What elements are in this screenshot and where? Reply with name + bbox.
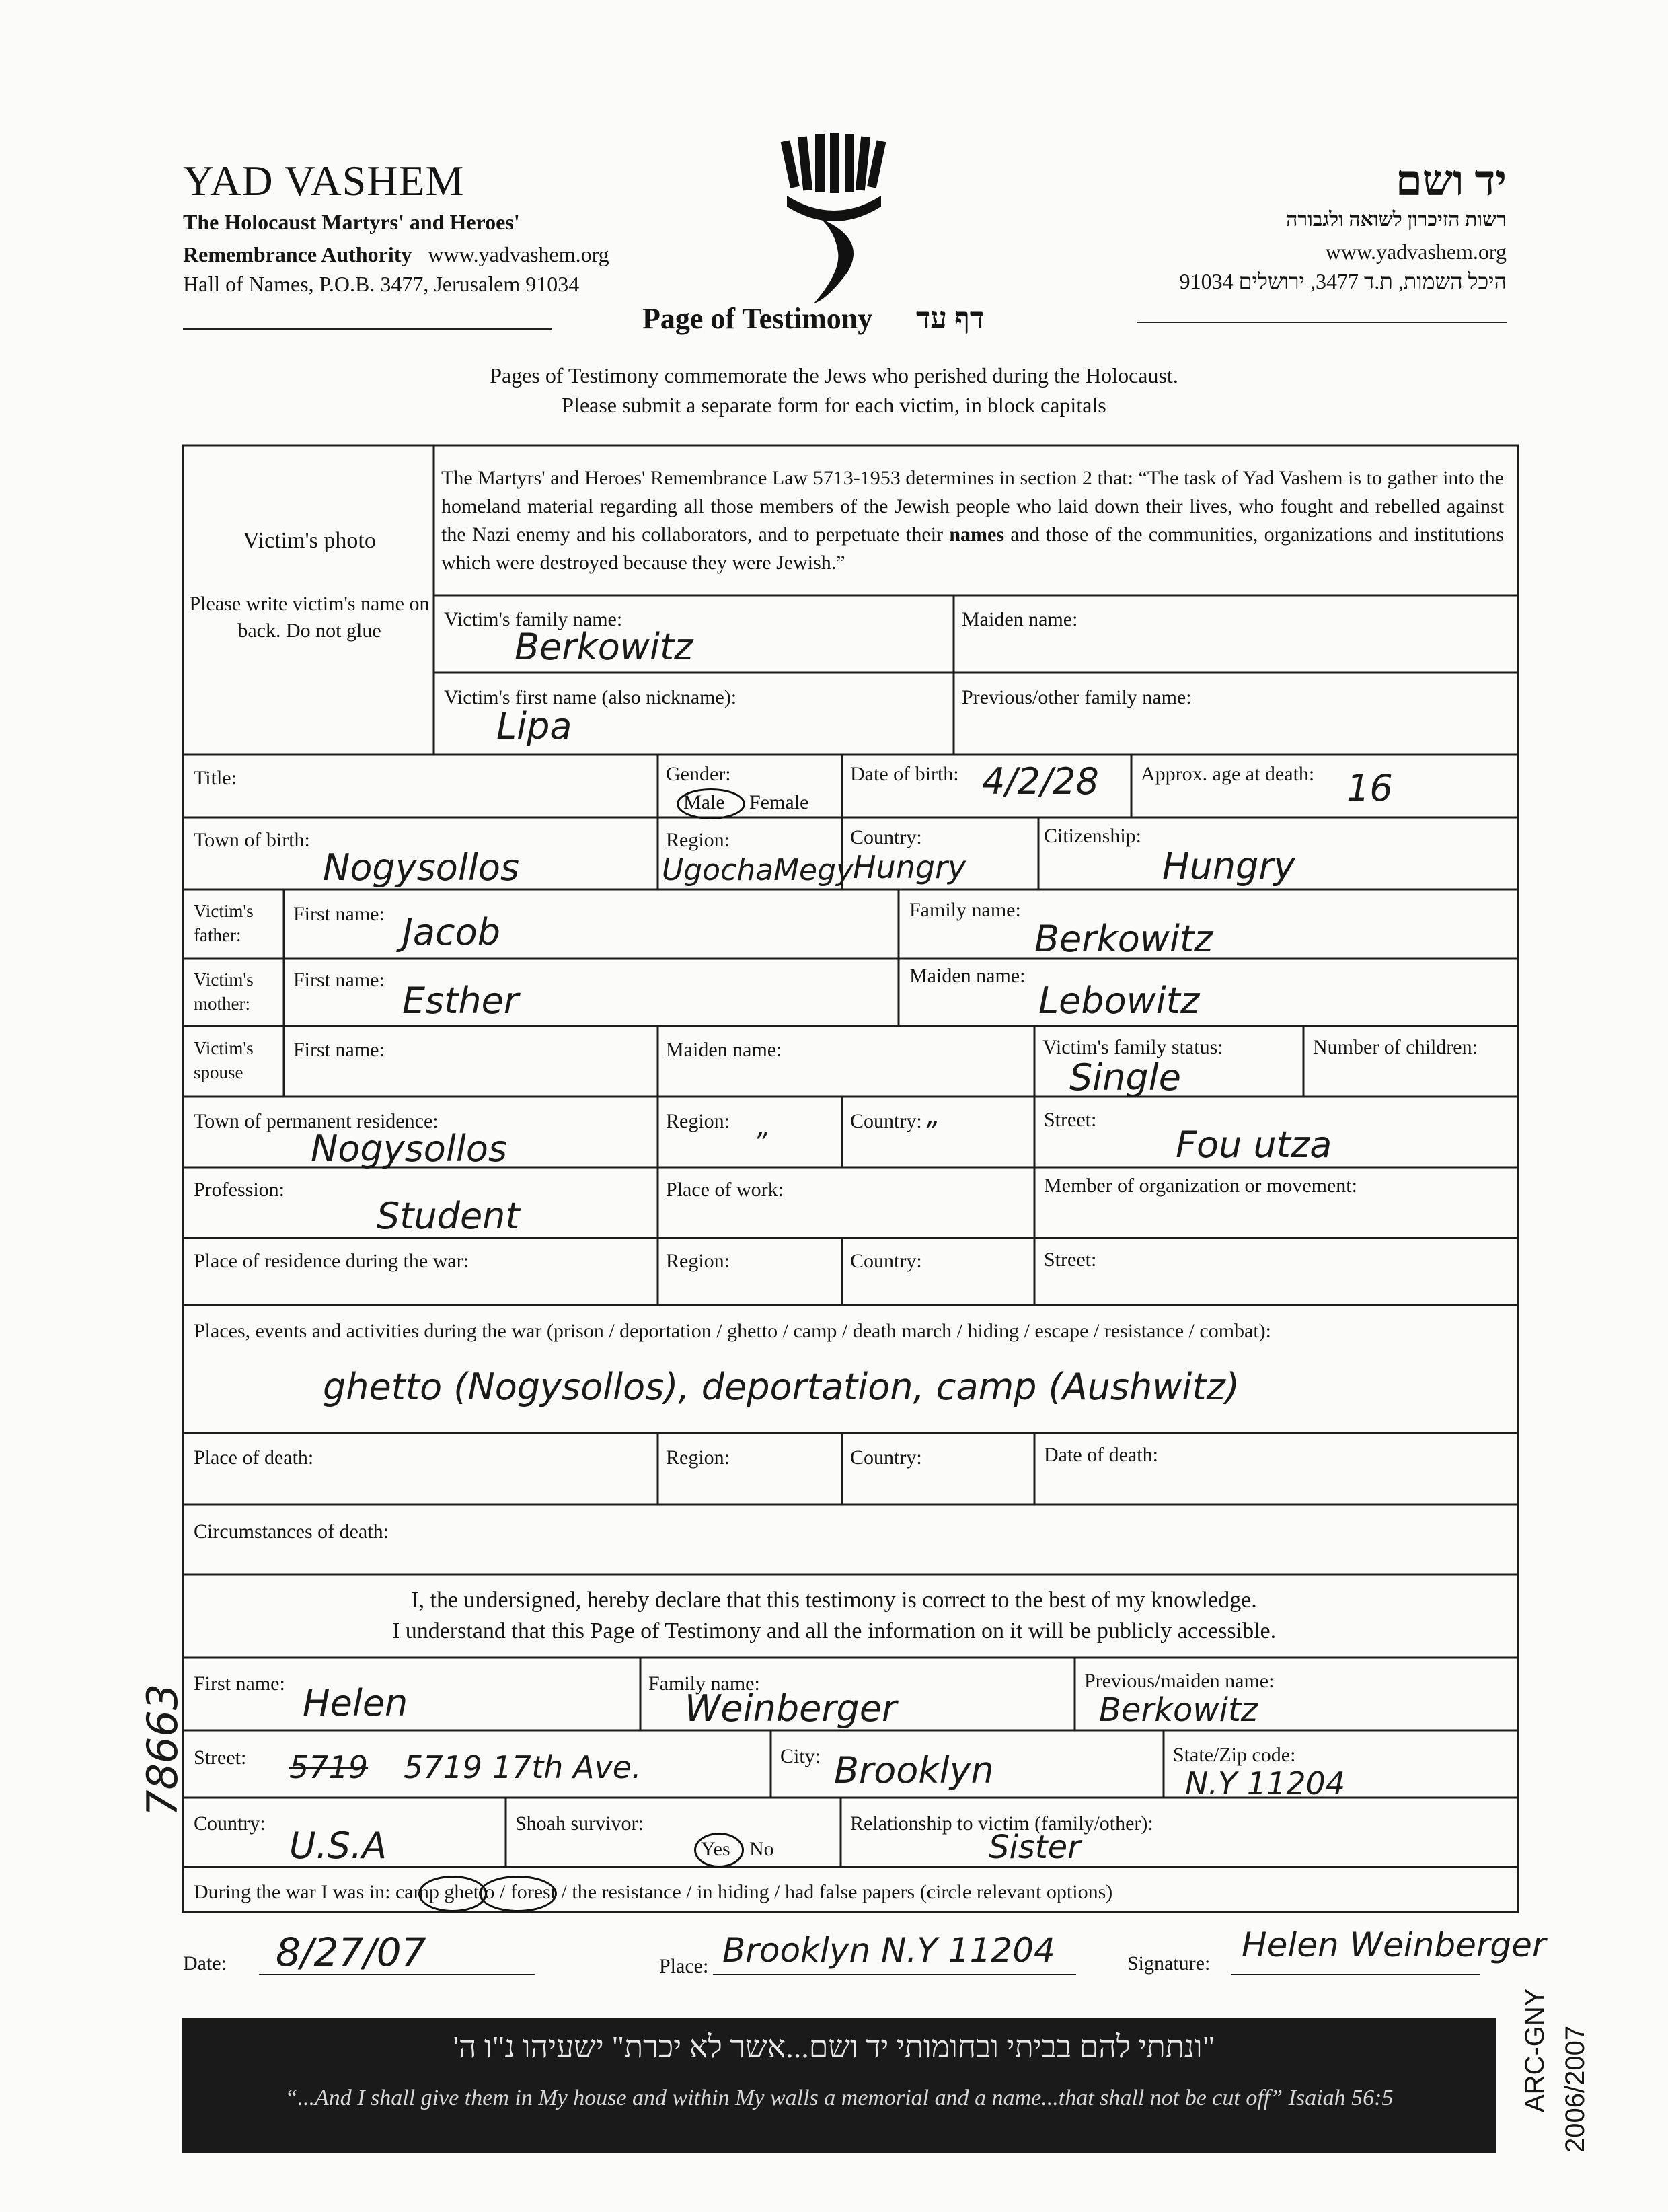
family-status-label: Victim's family status: xyxy=(1042,1036,1223,1058)
residence-region-label: Region: xyxy=(666,1110,730,1132)
website-left: www.yadvashem.org xyxy=(428,242,609,266)
town-of-birth-label: Town of birth: xyxy=(194,829,310,851)
footer-quote-en: “...And I shall give them in My house and within My walls a memorial and a name...that shall not be cut off” Isaiah 56:5 xyxy=(285,2086,1394,2110)
first-name-label: Victim's first name (also nickname): xyxy=(444,686,737,708)
victim-citizenship[interactable]: Hungry xyxy=(1162,845,1295,887)
submitter-street-struck: 5719 xyxy=(289,1749,369,1785)
photo-label: Victim's photo xyxy=(243,528,376,553)
title-label: Title: xyxy=(194,767,237,789)
war-options-rest: / forest / the resistance / in hiding / had false papers (circle relevant options) xyxy=(494,1881,1113,1903)
victim-dob[interactable]: 4/2/28 xyxy=(982,760,1099,803)
org-name-he: יד ושם xyxy=(1395,157,1507,205)
victim-age-at-death[interactable]: 16 xyxy=(1347,767,1393,809)
father-first-name[interactable]: Jacob xyxy=(402,911,501,953)
submitter-country-label: Country: xyxy=(194,1812,266,1835)
victim-residence-town[interactable]: Nogysollos xyxy=(311,1128,508,1170)
victim-birth-country[interactable]: Hungry xyxy=(853,849,966,885)
war-option-ghetto[interactable]: ghetto xyxy=(444,1881,495,1903)
dob-label: Date of birth: xyxy=(850,763,959,785)
victim-first-name[interactable]: Lipa xyxy=(496,705,572,747)
birth-region-label: Region: xyxy=(666,829,730,851)
gender-label: Gender: xyxy=(666,763,731,785)
father-family-name[interactable]: Berkowitz xyxy=(1034,918,1213,960)
archive-number: 78663 xyxy=(138,1683,187,1816)
submitter-state-zip[interactable]: N.Y 11204 xyxy=(1185,1765,1346,1802)
submitter-family-name-label: Family name: xyxy=(648,1672,760,1695)
law-text: The Martyrs' and Heroes' Remembrance Law 5713-1953 determines in section 2 that: “The task of Yad Vashem is to gather into the homeland material regarding all those members of the Jewish people who laid down their lives, who fought and rebelled against the Nazi enemy and his collaborators, and to perpetuate their names and those of the communities, organizations and institutions which were destroyed because they were Jewish.” xyxy=(441,467,1504,574)
submitter-relationship[interactable]: Sister xyxy=(989,1829,1081,1866)
survivor-no-option[interactable]: No xyxy=(749,1838,774,1860)
family-name-label: Victim's family name: xyxy=(444,608,623,630)
victim-birth-region[interactable]: UgochaMegy xyxy=(662,853,854,887)
member-org-label: Member of organization or movement: xyxy=(1044,1175,1357,1197)
address-he: היכל השמות, ת.ד 3477, ירושלים 91034 xyxy=(1179,269,1507,293)
victim-residence-country[interactable]: ” xyxy=(923,1117,937,1148)
ghetto-circle xyxy=(479,1876,557,1912)
male-option[interactable]: Male xyxy=(683,791,725,813)
spouse-maiden-name-label: Maiden name: xyxy=(666,1039,782,1061)
place-label: Place: xyxy=(659,1955,709,1977)
declaration-line-1: I, the undersigned, hereby declare that this testimony is correct to the best of my knowledge. xyxy=(411,1588,1257,1613)
submitter-state-zip-label: State/Zip code: xyxy=(1173,1744,1296,1766)
victim-family-name[interactable]: Berkowitz xyxy=(515,626,693,668)
victim-town-of-birth[interactable]: Nogysollos xyxy=(323,846,520,889)
place-of-death-label: Place of death: xyxy=(194,1446,314,1469)
signature-label: Signature: xyxy=(1127,1952,1211,1975)
camp-circle xyxy=(418,1876,487,1912)
intro-line-1: Pages of Testimony commemorate the Jews who perished during the Holocaust. xyxy=(490,363,1178,388)
photo-note: Please write victim's name on back. Do not glue xyxy=(189,593,430,642)
places-events-label: Places, events and activities during the war (prison / deportation / ghetto / camp / death march / hiding / escape / resistance / combat): xyxy=(194,1320,1272,1342)
victim-residence-street[interactable]: Fou utza xyxy=(1176,1123,1332,1166)
page-title-he: דף עד xyxy=(916,302,985,335)
submitter-country[interactable]: U.S.A xyxy=(289,1824,387,1867)
org-subtitle-he: רשות הזיכרון לשואה ולגבורה xyxy=(1286,209,1507,231)
father-family-name-label: Family name: xyxy=(909,899,1021,921)
date-of-death-label: Date of death: xyxy=(1044,1444,1158,1466)
victim-profession[interactable]: Student xyxy=(377,1195,520,1237)
address-en: Hall of Names, P.O.B. 3477, Jerusalem 91034 xyxy=(183,272,580,296)
permanent-town-label: Town of permanent residence: xyxy=(194,1110,439,1132)
page-title: Page of Testimony xyxy=(642,302,873,335)
submitter-first-name[interactable]: Helen xyxy=(303,1682,408,1724)
spouse-label: Victim's spouse xyxy=(194,1038,254,1082)
intro-line-2: Please submit a separate form for each victim, in block capitals xyxy=(562,393,1106,417)
mother-label: Victim's mother: xyxy=(194,969,254,1014)
survivor-yes-option[interactable]: Yes xyxy=(701,1838,730,1860)
war-location-label: During the war I was in: camp ghetto / forest / the resistance / in hiding / had false papers (circle relevant options) xyxy=(194,1881,1113,1903)
submitter-family-name[interactable]: Weinberger xyxy=(685,1687,897,1730)
war-country-label: Country: xyxy=(850,1250,922,1272)
submitter-first-name-label: First name: xyxy=(194,1672,285,1695)
footer-quote-he: "ונתתי להם בביתי ובחומותי יד ושם...אשר לא יכרת" ישעיהו נ"ו ה' xyxy=(453,2030,1215,2064)
death-country-label: Country: xyxy=(850,1446,922,1469)
archive-year: 2006/2007 xyxy=(1560,2025,1590,2153)
war-region-label: Region: xyxy=(666,1250,730,1272)
submitter-city[interactable]: Brooklyn xyxy=(834,1749,994,1792)
mother-maiden-name[interactable]: Lebowitz xyxy=(1038,980,1200,1022)
declaration-line-2: I understand that this Page of Testimony and all the information on it will be publicly accessible. xyxy=(391,1619,1277,1644)
father-label: Victim's father: xyxy=(194,901,254,945)
spouse-first-name-label: First name: xyxy=(293,1039,385,1061)
birth-country-label: Country: xyxy=(850,826,922,848)
prev-family-name-label: Previous/other family name: xyxy=(962,686,1192,708)
citizenship-label: Citizenship: xyxy=(1044,825,1141,847)
submitter-signature[interactable]: Helen Weinberger xyxy=(1242,1925,1546,1964)
profession-label: Profession: xyxy=(194,1179,285,1201)
residence-country-label: Country: xyxy=(850,1110,922,1132)
death-region-label: Region: xyxy=(666,1446,730,1469)
num-children-label: Number of children: xyxy=(1313,1036,1478,1058)
org-subtitle-en: The Holocaust Martyrs' and Heroes' xyxy=(183,210,520,234)
submitter-city-label: City: xyxy=(780,1745,821,1767)
mother-maiden-name-label: Maiden name: xyxy=(909,965,1026,987)
place-of-work-label: Place of work: xyxy=(666,1179,784,1201)
shoah-survivor-label: Shoah survivor: xyxy=(515,1812,644,1835)
male-circle xyxy=(677,788,745,819)
war-street-label: Street: xyxy=(1044,1249,1097,1271)
mother-first-name-label: First name: xyxy=(293,969,385,991)
victim-family-status[interactable]: Single xyxy=(1069,1056,1182,1099)
submitter-street[interactable]: 5719 17th Ave. xyxy=(404,1749,642,1785)
submitter-prev-maiden[interactable]: Berkowitz xyxy=(1099,1691,1258,1729)
residence-street-label: Street: xyxy=(1044,1109,1097,1131)
mother-first-name[interactable]: Esther xyxy=(402,980,519,1022)
website-right: www.yadvashem.org xyxy=(1325,239,1507,264)
survivor-yes-circle xyxy=(694,1833,744,1868)
relationship-label: Relationship to victim (family/other): xyxy=(850,1812,1153,1835)
circumstances-label: Circumstances of death: xyxy=(194,1520,389,1543)
org-subtitle-en-2: Remembrance Authority xyxy=(183,242,412,266)
archive-code: ARC-GNY xyxy=(1520,1988,1550,2112)
submission-place[interactable]: Brooklyn N.Y 11204 xyxy=(722,1931,1055,1970)
submission-date[interactable]: 8/27/07 xyxy=(276,1929,426,1975)
org-name-en: YAD VASHEM xyxy=(183,157,465,205)
war-residence-label: Place of residence during the war: xyxy=(194,1250,469,1272)
age-at-death-label: Approx. age at death: xyxy=(1141,763,1315,785)
female-option[interactable]: Female xyxy=(749,791,809,813)
submitter-street-label: Street: xyxy=(194,1746,247,1769)
date-label: Date: xyxy=(183,1952,227,1975)
victim-war-events[interactable]: ghetto (Nogysollos), deportation, camp (Aushwitz) xyxy=(323,1366,1240,1408)
submitter-prev-maiden-label: Previous/maiden name: xyxy=(1084,1670,1275,1692)
father-first-name-label: First name: xyxy=(293,903,385,925)
victim-residence-region[interactable]: ” xyxy=(753,1128,767,1158)
war-option-camp[interactable]: camp xyxy=(395,1881,439,1903)
maiden-name-label: Maiden name: xyxy=(962,608,1078,630)
